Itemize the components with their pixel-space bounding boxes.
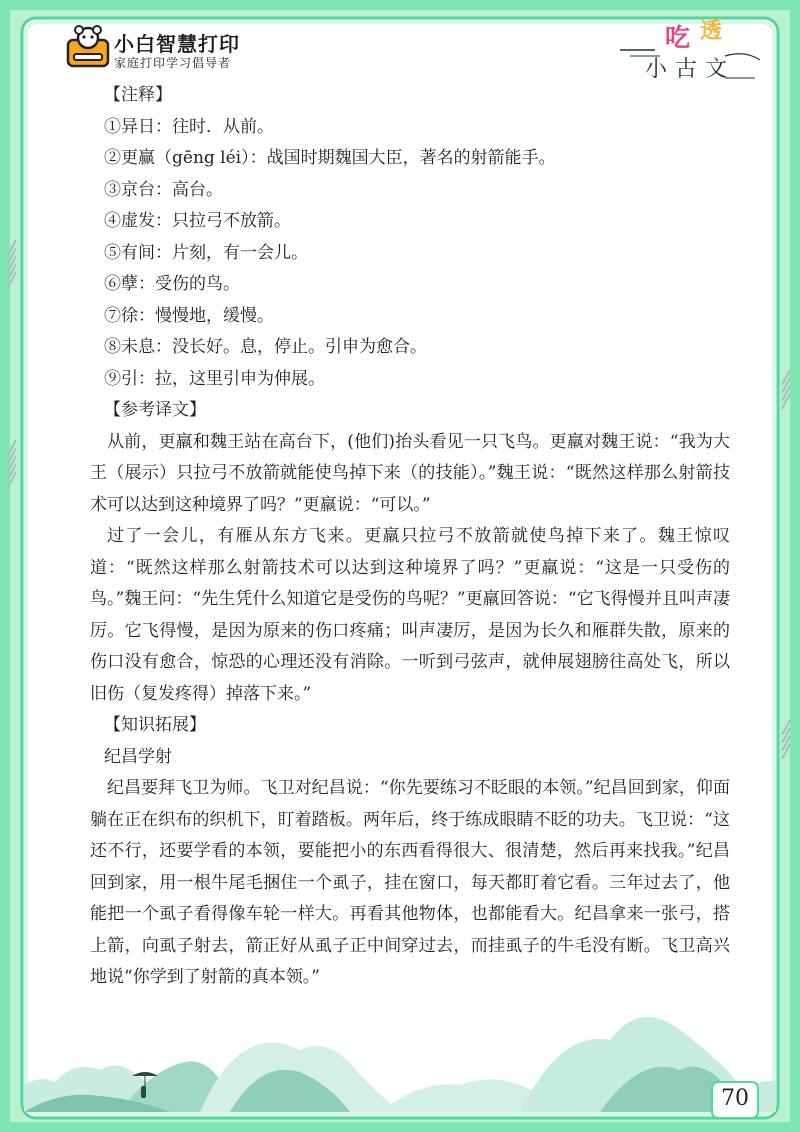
printer-mascot-icon [66, 24, 110, 70]
extension-paragraph: 纪昌要拜飞卫为师。飞卫对纪昌说：“你先要练习不眨眼的本领。”纪昌回到家，仰面躺在正在织布的织机下，盯着踏板。两年后，终于练成眼睛不眨的功夫。飞卫说：“这还不行，还要学看的本领，要能把小的东西看得很大、很清楚，然后再来找我。”纪昌回到家，用一根牛尾毛捆住一个虱子，挂在窗口，每天都盯着它看。三年过去了，他能把一个虱子看得像车轮一样大。再看其他物体，也都能看大。纪昌拿来一张弓，搭上箭，向虱子射去，箭正好从虱子正中间穿过去，而挂虱子的牛毛没有断。飞卫高兴地说“你学到了射箭的真本领。” [90, 778, 730, 987]
note-item: ⑧未息：没长好。息，停止。引申为愈合。 [104, 337, 427, 357]
note-item: ①异日：往时．从前。 [104, 116, 274, 137]
brand-logo [66, 22, 266, 78]
translation-heading: 【参考译文】 [104, 400, 206, 420]
note-item: ⑦徐：慢慢地，缓慢。 [104, 305, 274, 326]
note-item: ⑨引：拉，这里引申为伸展。 [104, 368, 325, 389]
note-item: ②更赢（gēng léi）：战国时期魏国大臣，著名的射箭能手。 [104, 148, 556, 168]
brand-title: 小白智慧打印 [114, 32, 240, 56]
translation-paragraph: 过了一会儿，有雁从东方飞来。更羸只拉弓不放箭就使鸟掉下来了。魏王惊叹道：“既然这样那么射箭技术可以达到这种境界了吗？”更羸说：“这是一只受伤的鸟。”魏王问：“先生凭什么知道它是受伤的鸟呢？”更羸回答说：“它飞得慢并且叫声凄厉。它飞得慢，是因为原来的伤口疼痛；叫声凄厉，是因为长久和雁群失散，原来的伤口没有愈合，惊恐的心理还没有消除。一听到弓弦声，就伸展翅膀往高处飞，所以旧伤（复发疼得）掉落下来。” [90, 526, 730, 704]
translation-paragraph: 从前，更羸和魏王站在高台下，(他们)抬头看见一只飞鸟。更羸对魏王说：“我为大王（展示）只拉弓不放箭就能使鸟掉下来（的技能）。”魏王说：“既然这样那么射箭技术可以达到这种境界了吗？”更羸说：“可以。” [90, 431, 730, 515]
note-item: ③京台：高台。 [104, 179, 223, 200]
notes-heading: 【注释】 [104, 85, 172, 105]
series-tou-char: 透 [700, 19, 723, 44]
extension-heading: 【知识拓展】 [104, 715, 206, 735]
page-number: 70 [721, 1086, 749, 1111]
note-item: ⑤有间：片刻，有一会儿。 [104, 242, 308, 263]
story-title: 纪昌学射 [104, 746, 172, 767]
note-item: ④虚发：只拉弓不放箭。 [104, 211, 291, 231]
series-chi-char: 吃 [665, 23, 691, 52]
note-item: ⑥孽：受伤的鸟。 [104, 274, 240, 294]
series-name: 小古文 [645, 57, 736, 82]
brand-subtitle: 家庭打印学习倡导者 [114, 56, 232, 70]
article-body [90, 80, 730, 994]
